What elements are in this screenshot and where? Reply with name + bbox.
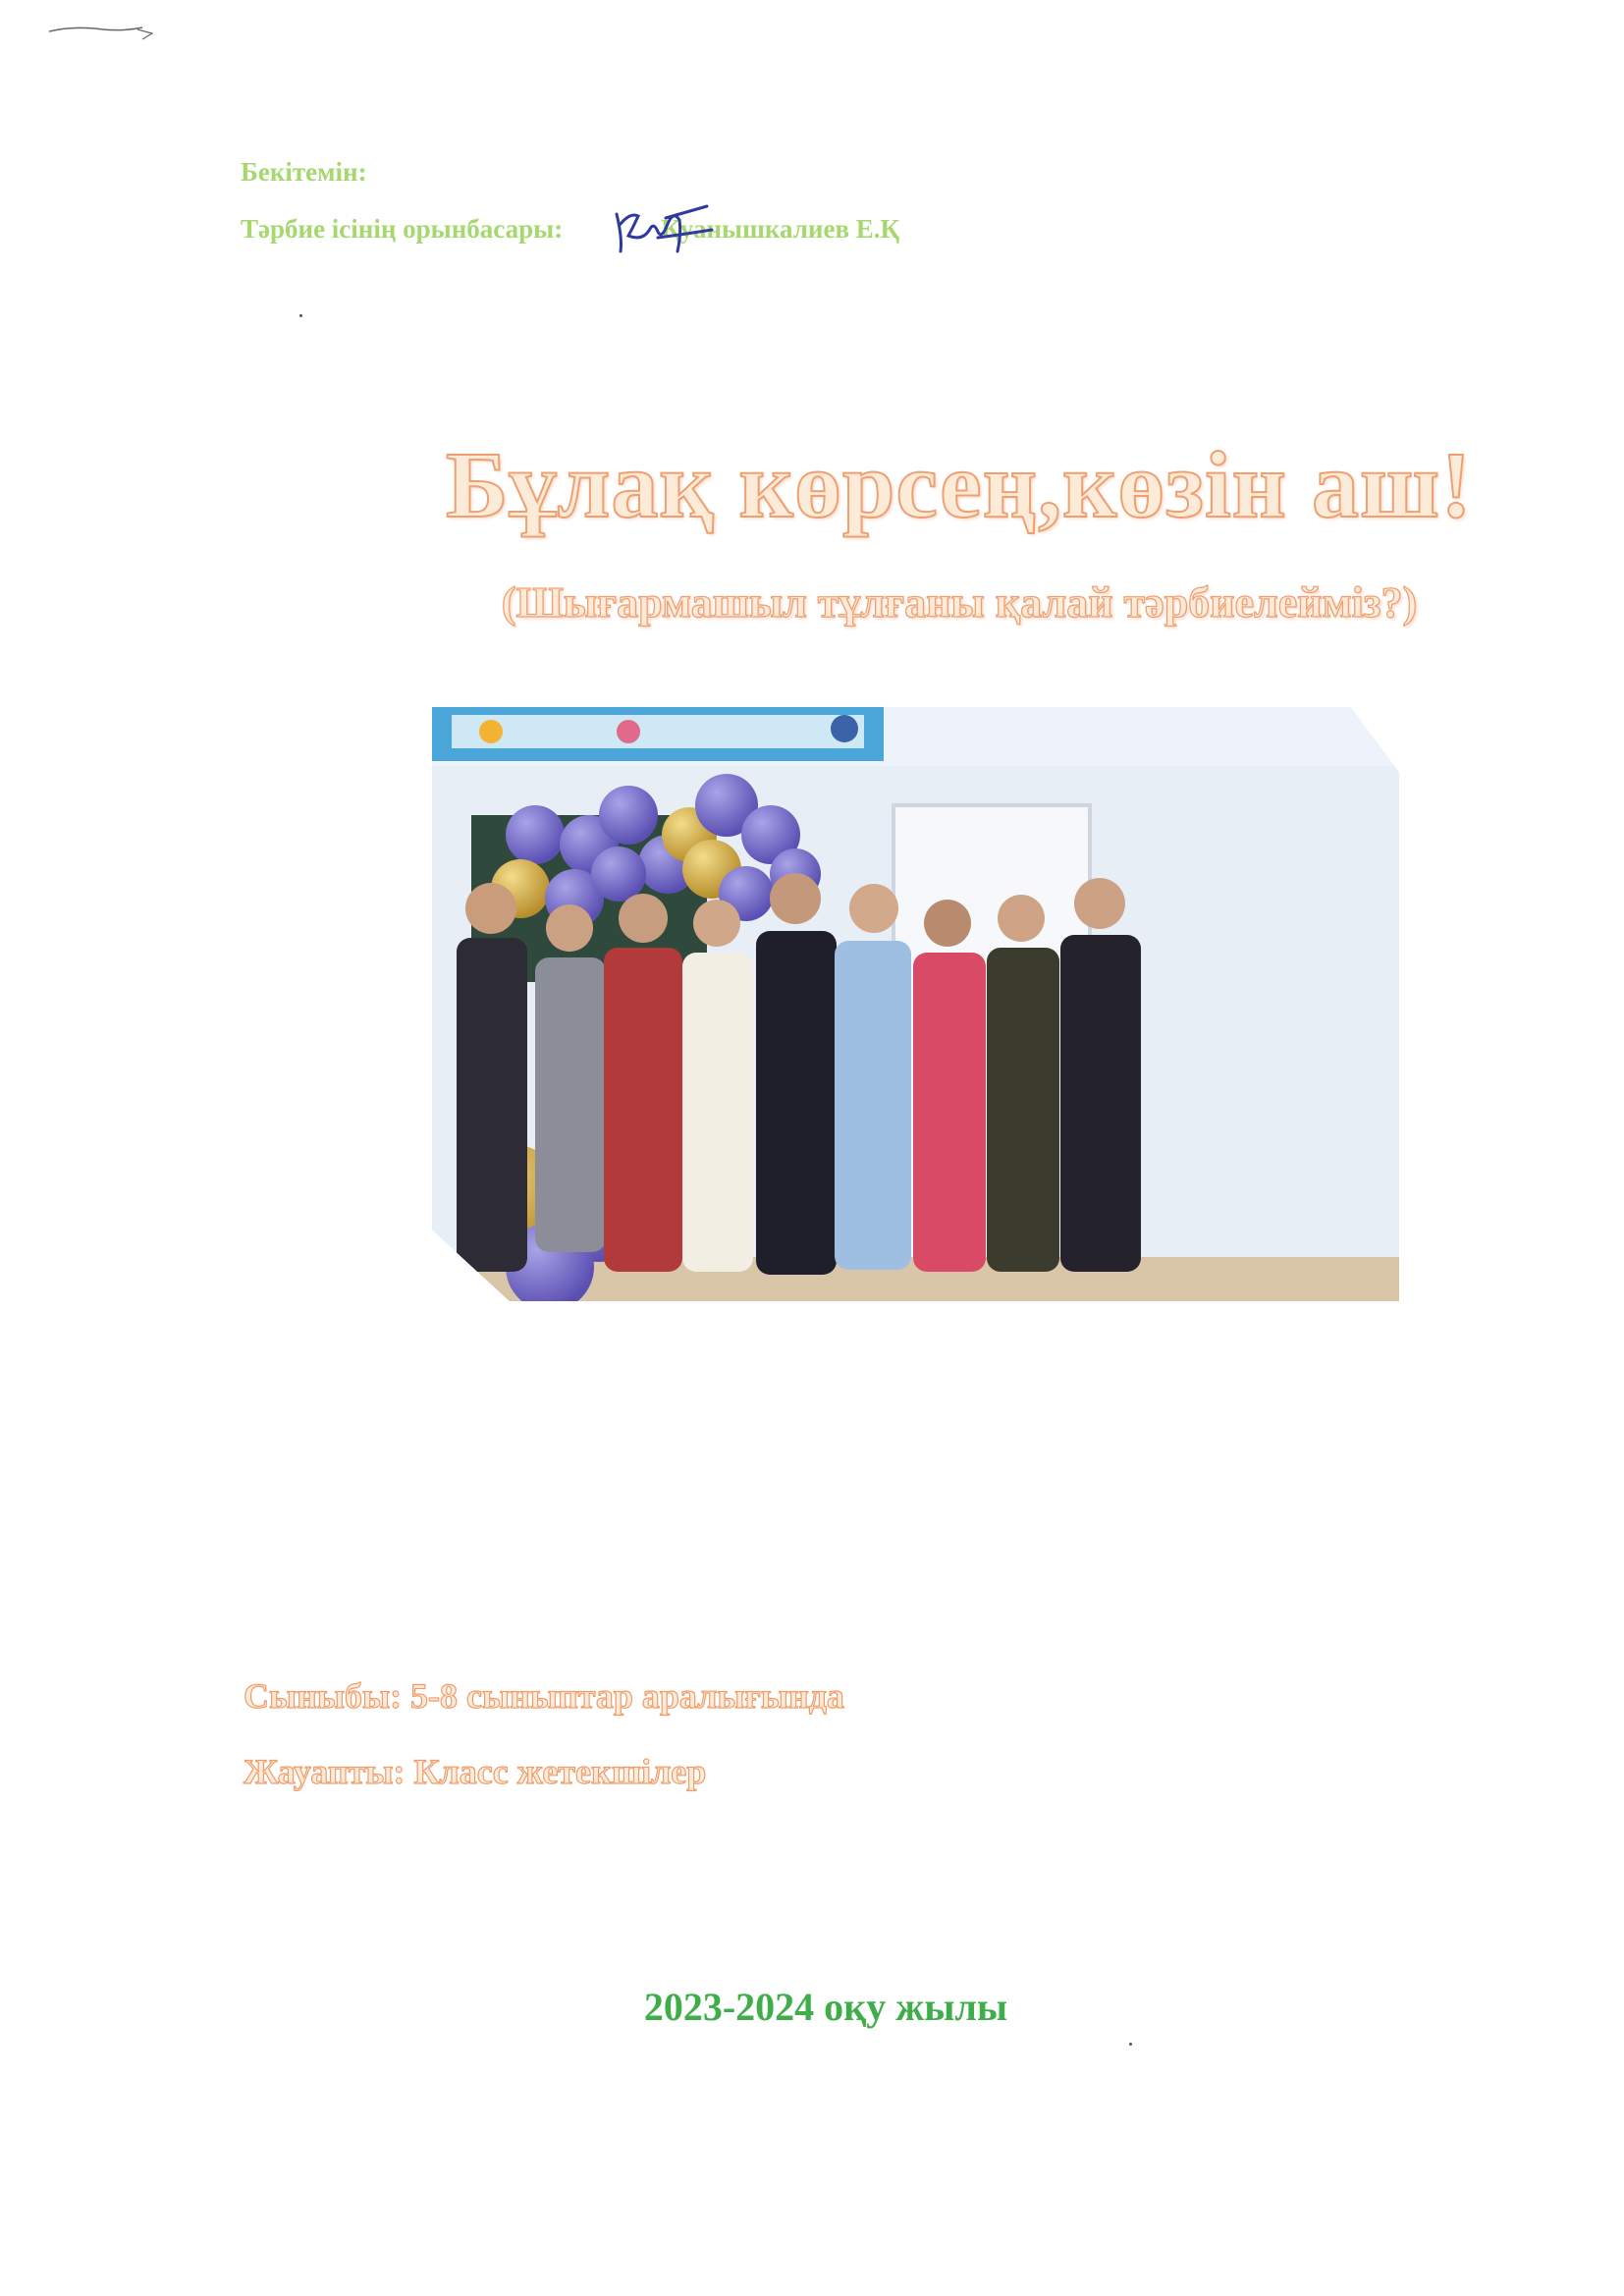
group-photo xyxy=(432,707,1399,1301)
main-title: Бұлақ көрсең,көзін аш! xyxy=(446,432,1473,537)
responsible-line: Жауапты: Класс жетекшілер xyxy=(244,1752,707,1791)
approved-label: Бекітемін: xyxy=(241,157,367,187)
scan-dot xyxy=(1129,2043,1132,2046)
signature xyxy=(609,194,717,263)
scan-dot xyxy=(299,314,302,317)
sub-title: (Шығармашыл тұлғаны қалай тәрбиелейміз?) xyxy=(501,578,1418,627)
approval-line xyxy=(241,214,899,245)
academic-year: 2023-2024 оқу жылы xyxy=(643,1985,1008,2029)
deputy-label: Тәрбие ісінің орынбасары: xyxy=(241,214,564,244)
scan-mark xyxy=(44,20,162,49)
deputy-name: Қуанышкалиев Е.Қ xyxy=(661,214,900,244)
class-line: Сыныбы: 5-8 сыныптар аралығында xyxy=(244,1676,844,1716)
